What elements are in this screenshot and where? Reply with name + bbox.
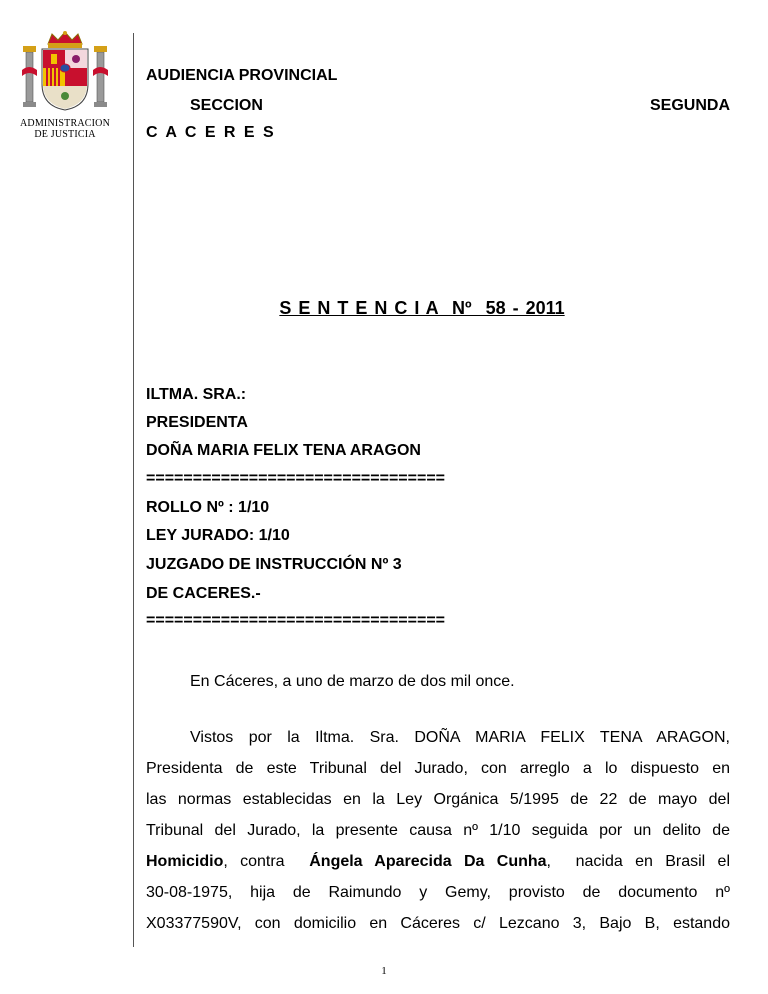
juzgado-place: DE CACERES.- xyxy=(146,585,261,602)
judge-name: DOÑA MARIA FELIX TENA ARAGON xyxy=(146,442,421,459)
city-name: C A C E R E S xyxy=(146,124,276,141)
rollo-number: ROLLO Nº : 1/10 xyxy=(146,499,270,516)
section-label: SECCION xyxy=(190,97,263,114)
separator-2: ================================ xyxy=(146,612,445,629)
paragraph-line: Vistos por la Iltma. Sra. DOÑA MARIA FELIX TENA ARAGON, xyxy=(190,729,730,746)
paragraph-line: Presidenta de este Tribunal del Jurado, con arreglo a lo dispuesto en xyxy=(146,760,730,777)
text-fragment: , nacida en Brasil el xyxy=(546,853,731,870)
document-title xyxy=(0,298,768,319)
paragraph-line: Tribunal del Jurado, la presente causa nº 1/10 seguida por un delito de xyxy=(146,822,730,839)
logo-caption xyxy=(14,118,116,140)
document-title-text: S E N T E N C I A Nº 58 - 2011 xyxy=(279,298,565,318)
page-number: 1 xyxy=(381,965,387,977)
role: PRESIDENTA xyxy=(146,414,248,431)
separator-1: ================================ xyxy=(146,470,445,487)
court-name: AUDIENCIA PROVINCIAL xyxy=(146,67,338,84)
spain-coat-of-arms-icon xyxy=(18,30,112,114)
juzgado: JUZGADO DE INSTRUCCIÓN Nº 3 xyxy=(146,556,402,573)
logo-caption-line1: ADMINISTRACION xyxy=(19,118,111,129)
margin-rule xyxy=(133,33,134,947)
section-value: SEGUNDA xyxy=(650,97,731,114)
body-paragraph xyxy=(146,722,730,939)
paragraph-line: las normas establecidas en la Ley Orgánica 5/1995 de 22 de mayo del xyxy=(146,791,730,808)
paragraph-line xyxy=(146,846,730,877)
paragraph-line: 30-08-1975, hija de Raimundo y Gemy, provisto de documento nº xyxy=(146,884,730,901)
date-line: En Cáceres, a uno de marzo de dos mil once. xyxy=(190,673,515,690)
ley-jurado: LEY JURADO: 1/10 xyxy=(146,527,290,544)
text-fragment: , contra xyxy=(223,853,310,870)
logo-caption-line2: DE JUSTICIA xyxy=(34,129,96,140)
honorific: ILTMA. SRA.: xyxy=(146,386,247,403)
charge-term: Homicidio xyxy=(146,853,224,870)
paragraph-line: X03377590V, con domicilio en Cáceres c/ Lezcano 3, Bajo B, estando xyxy=(146,915,730,932)
defendant-name: Ángela Aparecida Da Cunha xyxy=(309,853,547,870)
logo xyxy=(14,30,116,140)
